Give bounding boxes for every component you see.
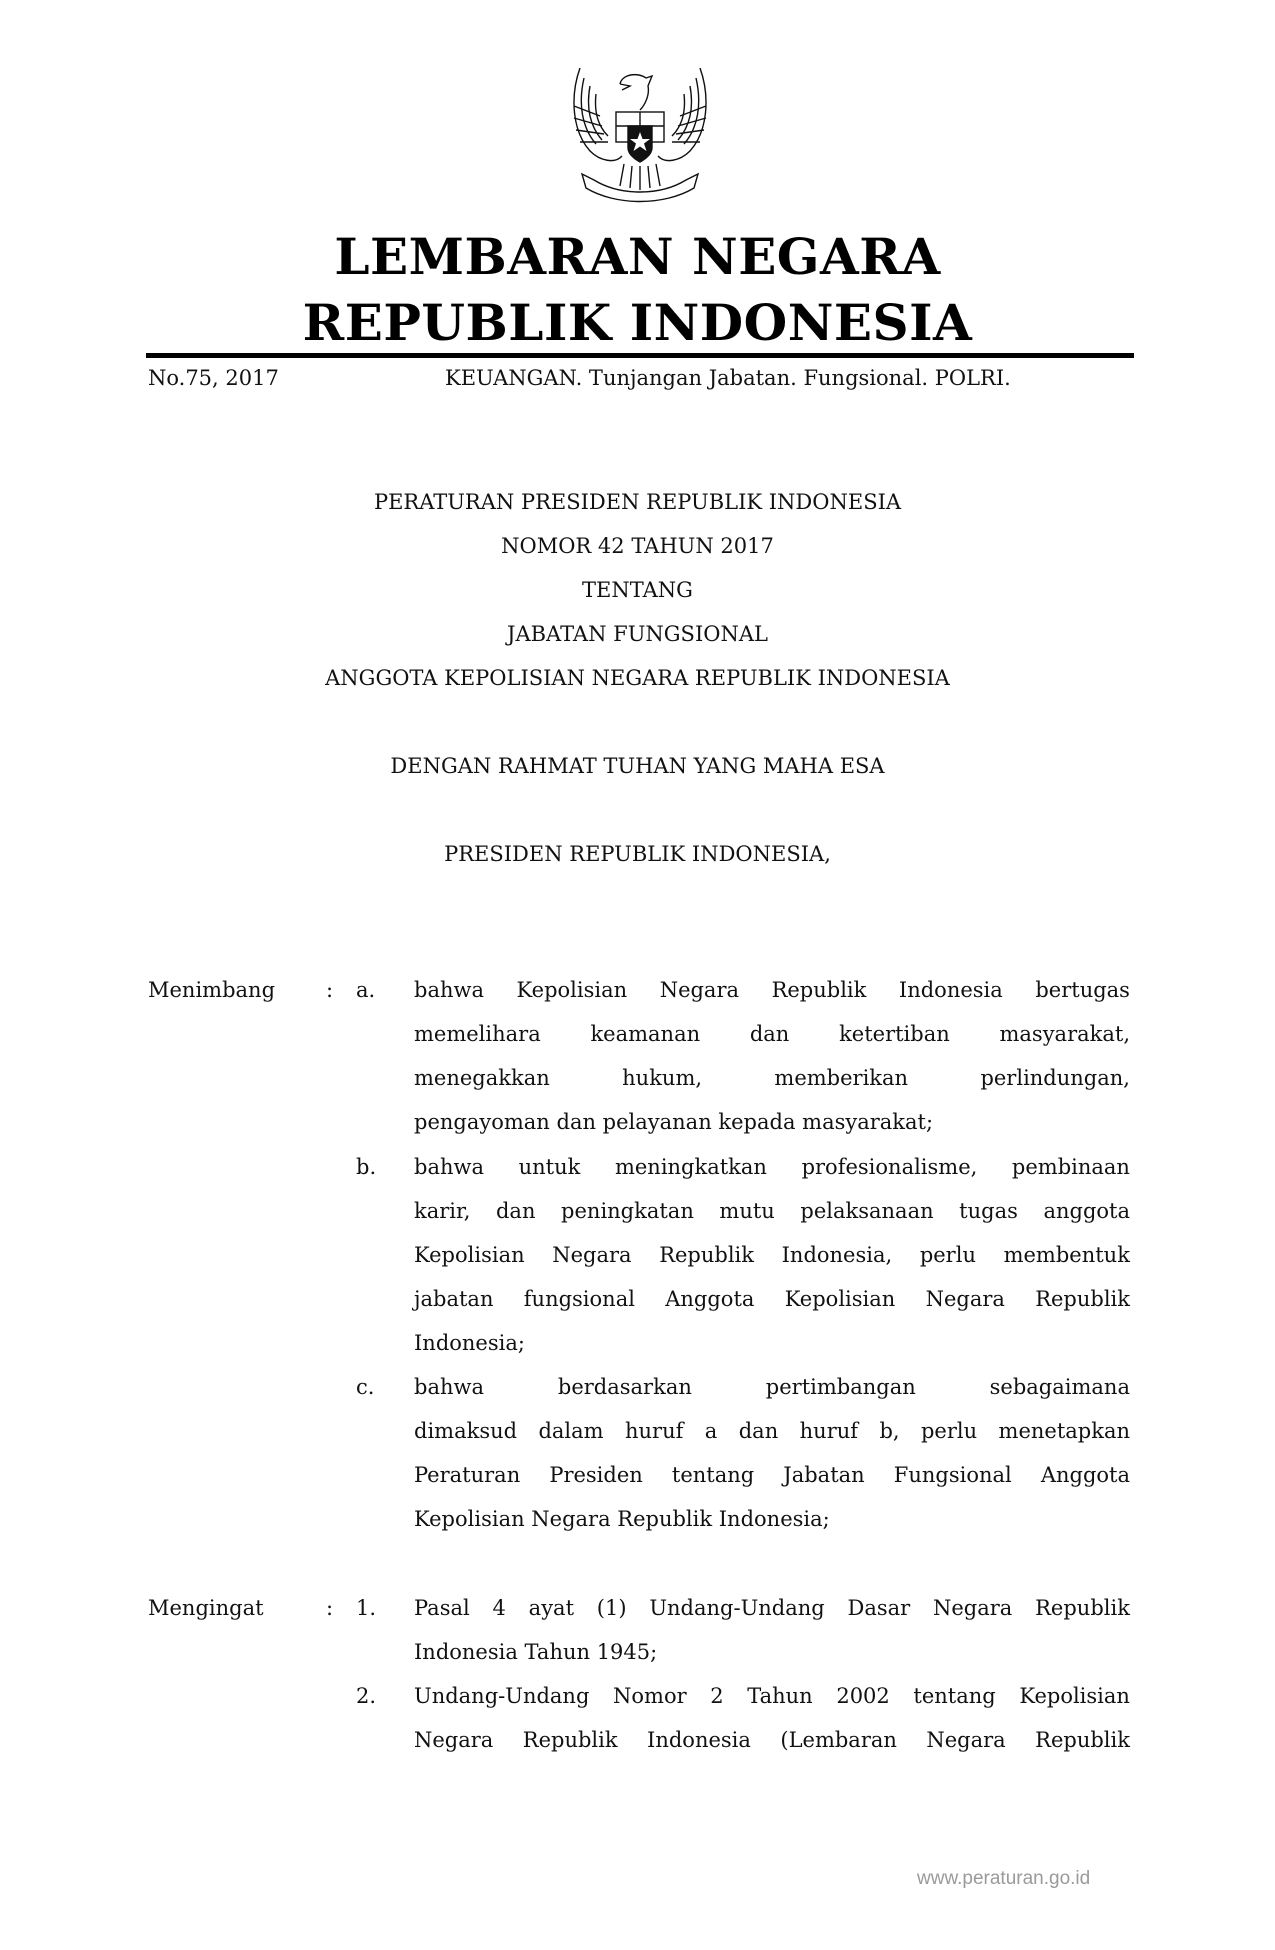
menimbang-a-line: pengayoman dan pelayanan kepada masyarakat; [414, 1110, 934, 1134]
source-watermark: www.peraturan.go.id [917, 1868, 1091, 1889]
invocation: DENGAN RAHMAT TUHAN YANG MAHA ESA [390, 754, 885, 778]
mengingat-2-line: Undang-Undang Nomor 2 Tahun 2002 tentang Kepolisian [414, 1684, 1130, 1708]
menimbang-b-line: Indonesia; [414, 1331, 525, 1355]
mengingat-1-line: Pasal 4 ayat (1) Undang-Undang Dasar Negara Republik [414, 1596, 1130, 1620]
title-line-4: JABATAN FUNGSIONAL [507, 622, 768, 646]
menimbang-c-line: bahwa berdasarkan pertimbangan sebagaimana [414, 1375, 1130, 1399]
menimbang-c-line: Peraturan Presiden tentang Jabatan Fungsional Anggota [414, 1463, 1130, 1487]
title-line-2: NOMOR 42 TAHUN 2017 [501, 534, 774, 558]
garuda-emblem-icon [560, 56, 720, 216]
masthead-line-1: LEMBARAN NEGARA [334, 227, 941, 286]
menimbang-b-line: jabatan fungsional Anggota Kepolisian Negara Republik [414, 1287, 1130, 1311]
title-line-3: TENTANG [582, 578, 693, 602]
menimbang-b-line: karir, dan peningkatan mutu pelaksanaan tugas anggota [414, 1199, 1130, 1223]
president-heading: PRESIDEN REPUBLIK INDONESIA, [444, 842, 831, 866]
menimbang-label: Menimbang [148, 978, 276, 1002]
menimbang-c-line: Kepolisian Negara Republik Indonesia; [414, 1507, 830, 1531]
mengingat-2-line: Negara Republik Indonesia (Lembaran Negara Republik [414, 1728, 1130, 1752]
menimbang-b-line: Kepolisian Negara Republik Indonesia, perlu membentuk [414, 1243, 1130, 1267]
menimbang-a-line: bahwa Kepolisian Negara Republik Indonesia bertugas [414, 978, 1130, 1002]
item-mark-b: b. [356, 1155, 377, 1179]
menimbang-a-line: memelihara keamanan dan ketertiban masyarakat, [414, 1022, 1130, 1046]
gazette-subject: KEUANGAN. Tunjangan Jabatan. Fungsional. POLRI. [445, 366, 1011, 390]
header-divider [146, 353, 1134, 358]
title-line-1: PERATURAN PRESIDEN REPUBLIK INDONESIA [373, 490, 902, 514]
mengingat-1-line: Indonesia Tahun 1945; [414, 1640, 658, 1664]
menimbang-colon: : [326, 978, 334, 1002]
item-mark-a: a. [356, 978, 376, 1002]
menimbang-b-line: bahwa untuk meningkatkan profesionalisme, pembinaan [414, 1155, 1130, 1179]
menimbang-a-line: menegakkan hukum, memberikan perlindungan, [414, 1066, 1130, 1090]
item-mark-1: 1. [356, 1596, 377, 1620]
menimbang-c-line: dimaksud dalam huruf a dan huruf b, perlu menetapkan [414, 1419, 1130, 1443]
mengingat-label: Mengingat [148, 1596, 264, 1620]
item-mark-2: 2. [356, 1684, 377, 1708]
title-line-5: ANGGOTA KEPOLISIAN NEGARA REPUBLIK INDONESIA [325, 666, 950, 690]
gazette-number: No.75, 2017 [148, 366, 279, 390]
item-mark-c: c. [356, 1375, 375, 1399]
mengingat-colon: : [326, 1596, 334, 1620]
masthead-line-2: REPUBLIK INDONESIA [302, 293, 973, 352]
